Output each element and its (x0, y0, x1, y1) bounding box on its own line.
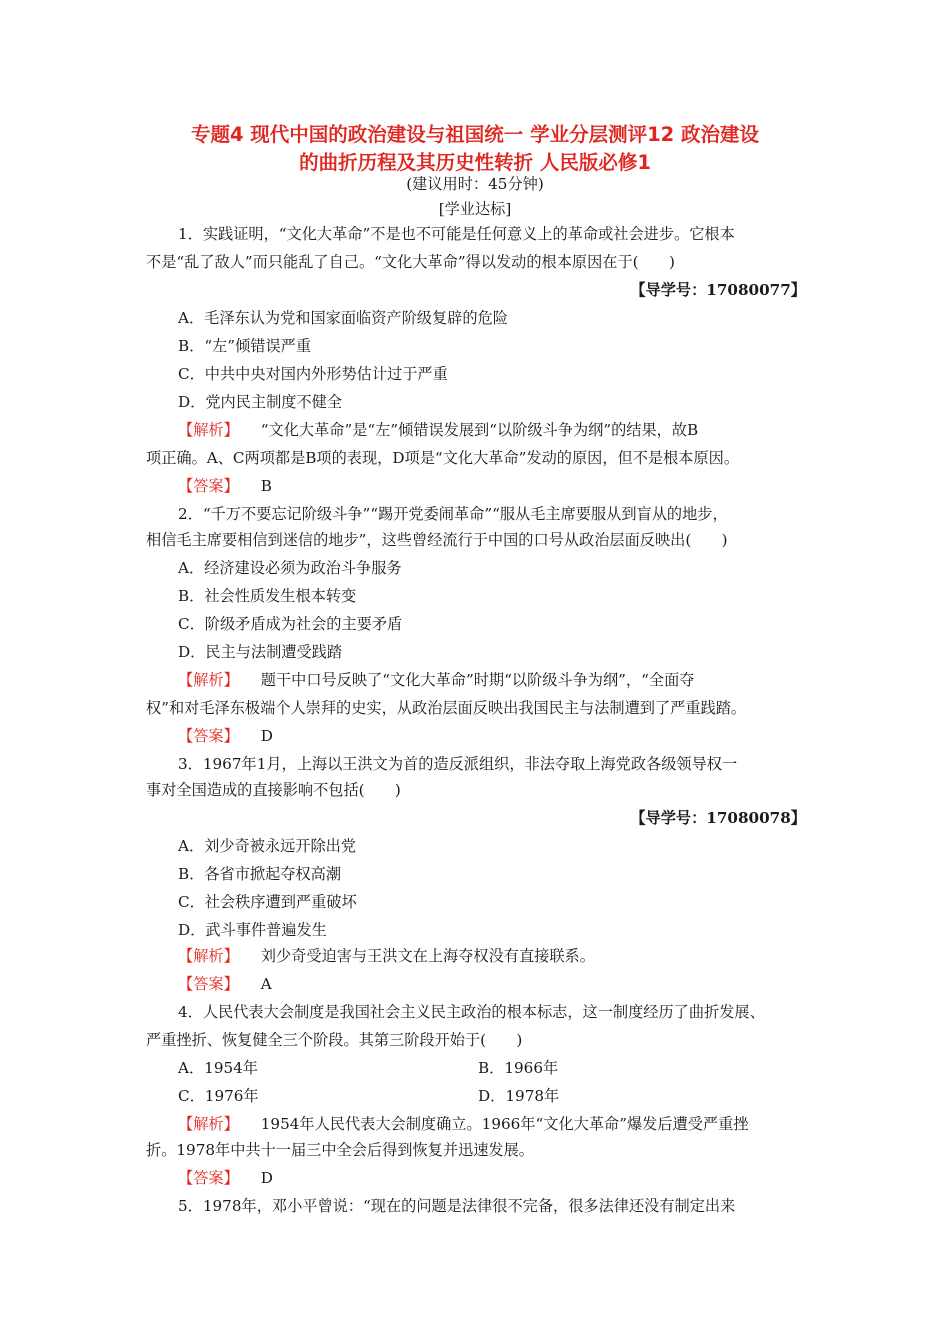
q1-analysis-line-2: 项正确。A、C两项都是B项的表现，D项是“文化大革命”发动的原因，但不是根本原因。 (146, 449, 740, 467)
document-title (100, 121, 850, 177)
answer-tag: 【答案】 (178, 477, 239, 495)
analysis-tag: 【解析】 (178, 671, 239, 689)
analysis-tag: 【解析】 (178, 421, 239, 439)
q2-stem-line-2: 相信毛主席要相信到迷信的地步”，这些曾经流行于中国的口号从政治层面反映出( ) (146, 531, 728, 549)
q2-option-d: D．民主与法制遭受践踏 (178, 643, 343, 661)
analysis-tag: 【解析】 (178, 947, 239, 965)
q1-option-a: A．毛泽东认为党和国家面临资产阶级复辟的危险 (178, 309, 508, 327)
suggested-time: (建议用时：45分钟) (406, 175, 544, 193)
answer-tag: 【答案】 (178, 1169, 239, 1187)
q3-option-d: D．武斗事件普遍发生 (178, 921, 327, 939)
q2-answer-value: D (260, 727, 273, 745)
q3-analysis-text: 刘少奇受迫害与王洪文在上海夺权没有直接联系。 (260, 947, 595, 965)
q3-option-b: B．各省市掀起夺权高潮 (178, 865, 342, 883)
q1-option-c: C．中共中央对国内外形势估计过于严重 (178, 365, 448, 383)
q4-answer-value: D (260, 1169, 273, 1187)
q3-answer (178, 974, 272, 994)
q3-stem-line-2: 事对全国造成的直接影响不包括( ) (146, 781, 401, 799)
q4-stem-line-2: 严重挫折、恢复健全三个阶段。其第三阶段开始于( ) (146, 1031, 523, 1049)
q2-option-b: B．社会性质发生根本转变 (178, 587, 357, 605)
answer-tag: 【答案】 (178, 727, 239, 745)
q2-option-a: A．经济建设必须为政治斗争服务 (178, 559, 402, 577)
q4-option-b: B．1966年 (478, 1059, 559, 1077)
q4-option-d: D．1978年 (478, 1087, 560, 1105)
q3-option-c: C．社会秩序遭到严重破坏 (178, 893, 357, 911)
q3-option-a: A．刘少奇被永远开除出党 (178, 837, 357, 855)
q4-options-row-2 (178, 1086, 559, 1106)
answer-tag: 【答案】 (178, 975, 239, 993)
q4-stem-line-1: 4．人民代表大会制度是我国社会主义民主政治的根本标志，这一制度经历了曲折发展、 (178, 1003, 765, 1021)
q3-analysis-line-1 (178, 946, 595, 966)
q2-stem-line-1: 2．“千万不要忘记阶级斗争”“踢开党委闹革命”“服从毛主席要服从到盲从的地步， (178, 505, 728, 523)
q1-answer (178, 476, 272, 496)
q4-answer (178, 1168, 273, 1188)
q2-option-c: C．阶级矛盾成为社会的主要矛盾 (178, 615, 403, 633)
q2-analysis-line-2: 权”和对毛泽东极端个人崇拜的史实，从政治层面反映出我国民主与法制遭到了严重践踏。 (146, 699, 747, 717)
q4-option-c: C．1976年 (178, 1087, 259, 1105)
q3-answer-value: A (260, 975, 272, 993)
title-line-1: 专题4 现代中国的政治建设与祖国统一 学业分层测评12 政治建设 (190, 123, 760, 146)
q3-stem-line-1: 3．1967年1月，上海以王洪文为首的造反派组织，非法夺取上海党政各级领导权一 (178, 755, 738, 773)
q4-analysis-line-1 (178, 1114, 748, 1134)
q2-analysis-line-1 (178, 670, 694, 690)
q1-option-b: B．“左”倾错误严重 (178, 337, 312, 355)
q1-analysis-text: “文化大革命”是“左”倾错误发展到“以阶级斗争为纲”的结果，故B (260, 421, 699, 439)
q2-analysis-text: 题干中口号反映了“文化大革命”时期“以阶级斗争为纲”，“全面夺 (260, 671, 695, 689)
q4-analysis-line-2: 折。1978年中共十一届三中全会后得到恢复并迅速发展。 (146, 1141, 534, 1159)
q4-analysis-text: 1954年人民代表大会制度确立。1966年“文化大革命”爆发后遭受严重挫 (260, 1115, 749, 1133)
q3-reference-number: 【导学号：17080078】 (630, 809, 806, 827)
q1-reference-number: 【导学号：17080077】 (630, 281, 806, 299)
q1-option-d: D．党内民主制度不健全 (178, 393, 343, 411)
q1-stem-line-1: 1．实践证明，“文化大革命”不是也不可能是任何意义上的革命或社会进步。它根本 (178, 225, 735, 243)
q5-stem-line-1: 5．1978年，邓小平曾说：“现在的问题是法律很不完备，很多法律还没有制定出来 (178, 1197, 736, 1215)
q2-answer (178, 726, 273, 746)
analysis-tag: 【解析】 (178, 1115, 239, 1133)
q4-options-row-1 (178, 1058, 558, 1078)
section-heading: [学业达标] (438, 200, 512, 218)
title-line-2: 的曲折历程及其历史性转折 人民版必修1 (299, 151, 651, 174)
q4-option-a: A．1954年 (178, 1059, 258, 1077)
q1-stem-line-2: 不是“乱了敌人”而只能乱了自己。“文化大革命”得以发动的根本原因在于( ) (146, 253, 675, 271)
q1-analysis-line-1 (178, 420, 698, 440)
q1-answer-value: B (260, 477, 272, 495)
